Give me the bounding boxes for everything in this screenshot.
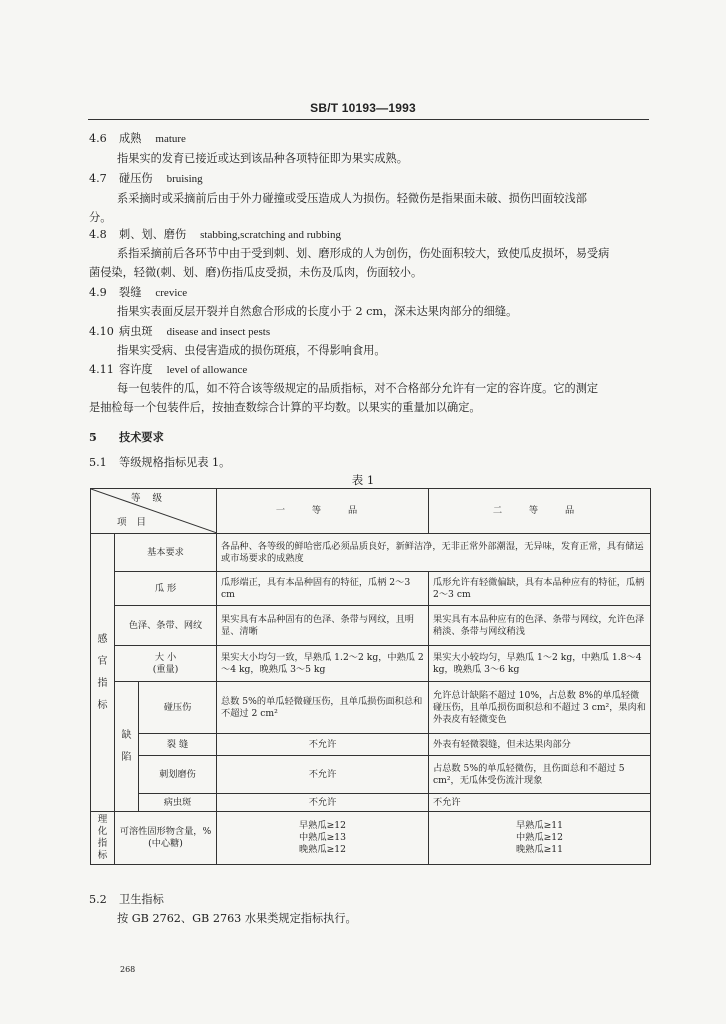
section-5-2-text: 按 GB 2762、GB 2763 水果类规定指标执行。 bbox=[117, 912, 357, 925]
section-4-7-text-line1: 系采摘时或采摘前后由于外力碰撞或受压造成人为损伤。轻微伤是指果面未破、损伤凹面较浅部 bbox=[117, 192, 587, 205]
row-sugar bbox=[91, 812, 651, 865]
table-caption: 表 1 bbox=[351, 473, 375, 487]
col-first-grade: 一 等 品 bbox=[217, 489, 429, 534]
row-color bbox=[91, 606, 651, 646]
crack-label: 裂 缝 bbox=[139, 734, 217, 756]
sensory-index-label: 感 官 指 标 bbox=[91, 534, 115, 812]
col-second-grade: 二 等 品 bbox=[429, 489, 651, 534]
stab-label: 刺划磨伤 bbox=[139, 756, 217, 794]
defect-label: 缺 陷 bbox=[115, 682, 139, 812]
shape-first: 瓜形端正，具有本品种固有的特征，瓜柄 2～3 cm bbox=[217, 572, 429, 606]
crack-second: 外表有轻微裂缝，但未达果肉部分 bbox=[429, 734, 651, 756]
row-bruise bbox=[91, 682, 651, 734]
section-4-8-text-line1: 系指采摘前后各环节中由于受到刺、划、磨形成的人为创伤，伤处面积较大，致使瓜皮损坏，易受病 bbox=[117, 247, 610, 260]
section-4-8-text-line2: 菌侵染，轻微(刺、划、磨)伤指瓜皮受损，未伤及瓜肉，伤面较小。 bbox=[89, 266, 423, 279]
bruise-label: 碰压伤 bbox=[139, 682, 217, 734]
color-label: 色泽、条带、网纹 bbox=[115, 606, 217, 646]
stab-second: 占总数 5%的单瓜轻微伤，且伤面总和不超过 5 cm²，无瓜体受伤流汁现象 bbox=[429, 756, 651, 794]
shape-label: 瓜 形 bbox=[115, 572, 217, 606]
section-4-7-text-line2: 分。 bbox=[89, 211, 112, 224]
stab-first: 不允许 bbox=[217, 756, 429, 794]
table-corner-cell bbox=[91, 489, 217, 534]
page-header: SB/T 10193—1993 bbox=[310, 101, 416, 115]
corner-grade-label: 等级 bbox=[131, 493, 175, 504]
basic-requirement-label: 基本要求 bbox=[115, 534, 217, 572]
color-first: 果实具有本品种固有的色泽、条带与网纹，且明显、清晰 bbox=[217, 606, 429, 646]
row-basic-requirement bbox=[91, 534, 651, 572]
pest-first: 不允许 bbox=[217, 794, 429, 812]
row-crack bbox=[91, 734, 651, 756]
sugar-second: 早熟瓜≥11 中熟瓜≥12 晚熟瓜≥11 bbox=[429, 812, 651, 865]
section-5-2-heading: 5.2 卫生指标 bbox=[89, 893, 164, 906]
color-second: 果实具有本品种应有的色泽、条带与网纹，允许色泽稍淡、条带与网纹稍浅 bbox=[429, 606, 651, 646]
pest-second: 不允许 bbox=[429, 794, 651, 812]
physchem-index-label: 理 化 指 标 bbox=[91, 812, 115, 865]
sugar-first: 早熟瓜≥12 中熟瓜≥13 晚熟瓜≥12 bbox=[217, 812, 429, 865]
row-shape bbox=[91, 572, 651, 606]
page-number: 268 bbox=[120, 965, 136, 974]
section-4-10-heading: 4.10 病虫斑 disease and insect pests bbox=[89, 325, 271, 338]
grading-table bbox=[90, 488, 651, 865]
row-size bbox=[91, 646, 651, 682]
corner-item-label: 项目 bbox=[117, 517, 157, 528]
shape-second: 瓜形允许有轻微偏缺，具有本品种应有的特征，瓜柄 2～3 cm bbox=[429, 572, 651, 606]
section-4-6-text: 指果实的发育已接近或达到该品种各项特征即为果实成熟。 bbox=[117, 152, 408, 165]
section-5-heading: 5 技术要求 bbox=[89, 430, 164, 444]
section-4-10-text: 指果实受病、虫侵害造成的损伤斑痕，不得影响食用。 bbox=[117, 344, 386, 357]
section-4-8-heading: 4.8 刺、划、磨伤 stabbing,scratching and rubbing bbox=[89, 228, 341, 241]
basic-requirement-text: 各品种、各等级的鲜哈密瓜必须品质良好，新鲜洁净，无非正常外部潮湿，无异味，发育正常，具有储运或市场要求的成熟度 bbox=[217, 534, 651, 572]
sugar-label: 可溶性固形物含量，% (中心糖) bbox=[115, 812, 217, 865]
size-first: 果实大小均匀一致，早熟瓜 1.2～2 kg，中熟瓜 2～4 kg，晚熟瓜 3～5 kg bbox=[217, 646, 429, 682]
pest-label: 病虫斑 bbox=[139, 794, 217, 812]
section-4-9-text: 指果实表面反层开裂并自然愈合形成的长度小于 2 cm，深未达果肉部分的细缝。 bbox=[117, 305, 518, 318]
section-4-11-text-line1: 每一包装件的瓜，如不符合该等级规定的品质指标，对不合格部分允许有一定的容许度。它的测定 bbox=[117, 382, 599, 395]
table-header-row bbox=[91, 489, 651, 534]
section-4-11-heading: 4.11 容许度 level of allowance bbox=[89, 363, 248, 376]
row-stab bbox=[91, 756, 651, 794]
bruise-first: 总数 5%的单瓜轻微碰压伤，且单瓜损伤面积总和不超过 2 cm² bbox=[217, 682, 429, 734]
row-pest bbox=[91, 794, 651, 812]
section-4-6-heading: 4.6 成熟 mature bbox=[89, 132, 186, 145]
crack-first: 不允许 bbox=[217, 734, 429, 756]
section-5-1-text: 5.1 等级规格指标见表 1。 bbox=[89, 456, 231, 469]
bruise-second: 允许总计缺陷不超过 10%，占总数 8%的单瓜轻微碰压伤，且单瓜损伤面积总和不超过 3 cm²，果肉和外表皮有轻微变色 bbox=[429, 682, 651, 734]
size-label: 大 小 (重量) bbox=[115, 646, 217, 682]
section-4-7-heading: 4.7 碰压伤 bruising bbox=[89, 172, 203, 185]
section-4-11-text-line2: 是抽检每一个包装件后，按抽查数综合计算的平均数。以果实的重量加以确定。 bbox=[89, 401, 481, 414]
size-second: 果实大小较均匀，早熟瓜 1～2 kg，中熟瓜 1.8～4 kg，晚熟瓜 3～6 kg bbox=[429, 646, 651, 682]
section-4-9-heading: 4.9 裂缝 crevice bbox=[89, 286, 188, 299]
header-rule bbox=[88, 119, 649, 120]
